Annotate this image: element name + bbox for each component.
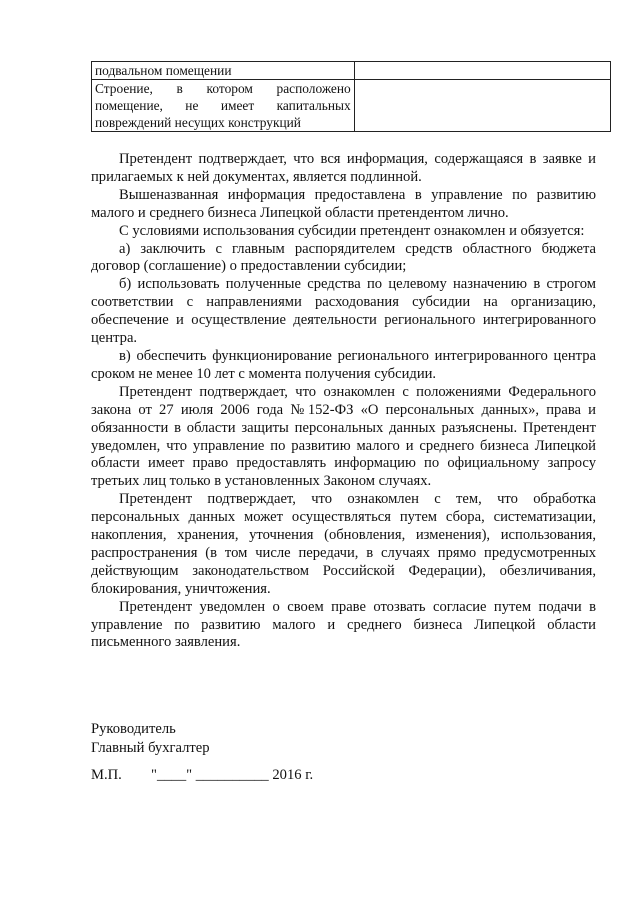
paragraph-personal-data-law: Претендент подтверждает, что ознакомлен с положениями Федерального закона от 27 июля 2006 года №152-ФЗ «О персональных данных», права и обязанности в области защиты персональных данных разъяснены. Претендент уведомлен, что управление по развитию малого и среднего бизнеса Липецкой области имеет право предоставлять информацию по официальному запросу третьих лиц только в установленных Законом случаях. [91, 383, 596, 490]
table-cell-value [354, 80, 610, 132]
table-cell-label: подвальном помещении [92, 62, 355, 80]
signature-head: Руководитель [91, 721, 176, 737]
paragraph-data-processing: Претендент подтверждает, что ознакомлен с тем, что обработка персональных данных может осуществляться путем сбора, систематизации, накопления, хранения, уточнения (обновления, изменения), использования, распространения (в том числе передачи, в случаях прямо предусмотренных действующим законодательством Российской Федерации), обезличивания, блокирования, уничтожения. [91, 491, 596, 597]
signature-accountant: Главный бухгалтер [91, 740, 210, 756]
info-table [91, 61, 611, 132]
table-row [92, 62, 611, 80]
paragraph-withdraw-consent: Претендент уведомлен о своем праве отозвать согласие путем подачи в управление по развитию малого и среднего бизнеса Липецкой области письменного заявления. [91, 598, 596, 651]
paragraph-item-b: б) использовать полученные средства по целевому назначению в строгом соответствии с направлениями расходования субсидии на организацию, обеспечение и осуществление деятельности регионального интегрированного центра. [91, 276, 596, 347]
declaration-text [91, 151, 596, 652]
signature-block [91, 720, 596, 758]
paragraph-item-c: в) обеспечить функционирование регионального интегрированного центра сроком не менее 10 лет с момента получения субсидии. [91, 347, 596, 382]
table-row [92, 80, 611, 132]
paragraph-conditions: С условиями использования субсидии претендент ознакомлен и обязуется: [119, 222, 585, 239]
paragraph-authenticity: Претендент подтверждает, что вся информация, содержащаяся в заявке и прилагаемых к ней документах, является подлинной. [91, 151, 596, 185]
paragraph-item-a: а) заключить с главным распорядителем средств областного бюджета договор (соглашение) о предоставлении субсидии; [91, 240, 596, 275]
stamp-date-line: М.П. "____" __________ 2016 г. [91, 767, 314, 783]
table-cell-value [354, 62, 610, 80]
table-cell-label: Строение, в котором расположено помещение, не имеет капитальных повреждений несущих конструкций [92, 80, 355, 132]
paragraph-submission: Вышеназванная информация предоставлена в управление по развитию малого и среднего бизнеса Липецкой области претендентом лично. [91, 186, 596, 221]
